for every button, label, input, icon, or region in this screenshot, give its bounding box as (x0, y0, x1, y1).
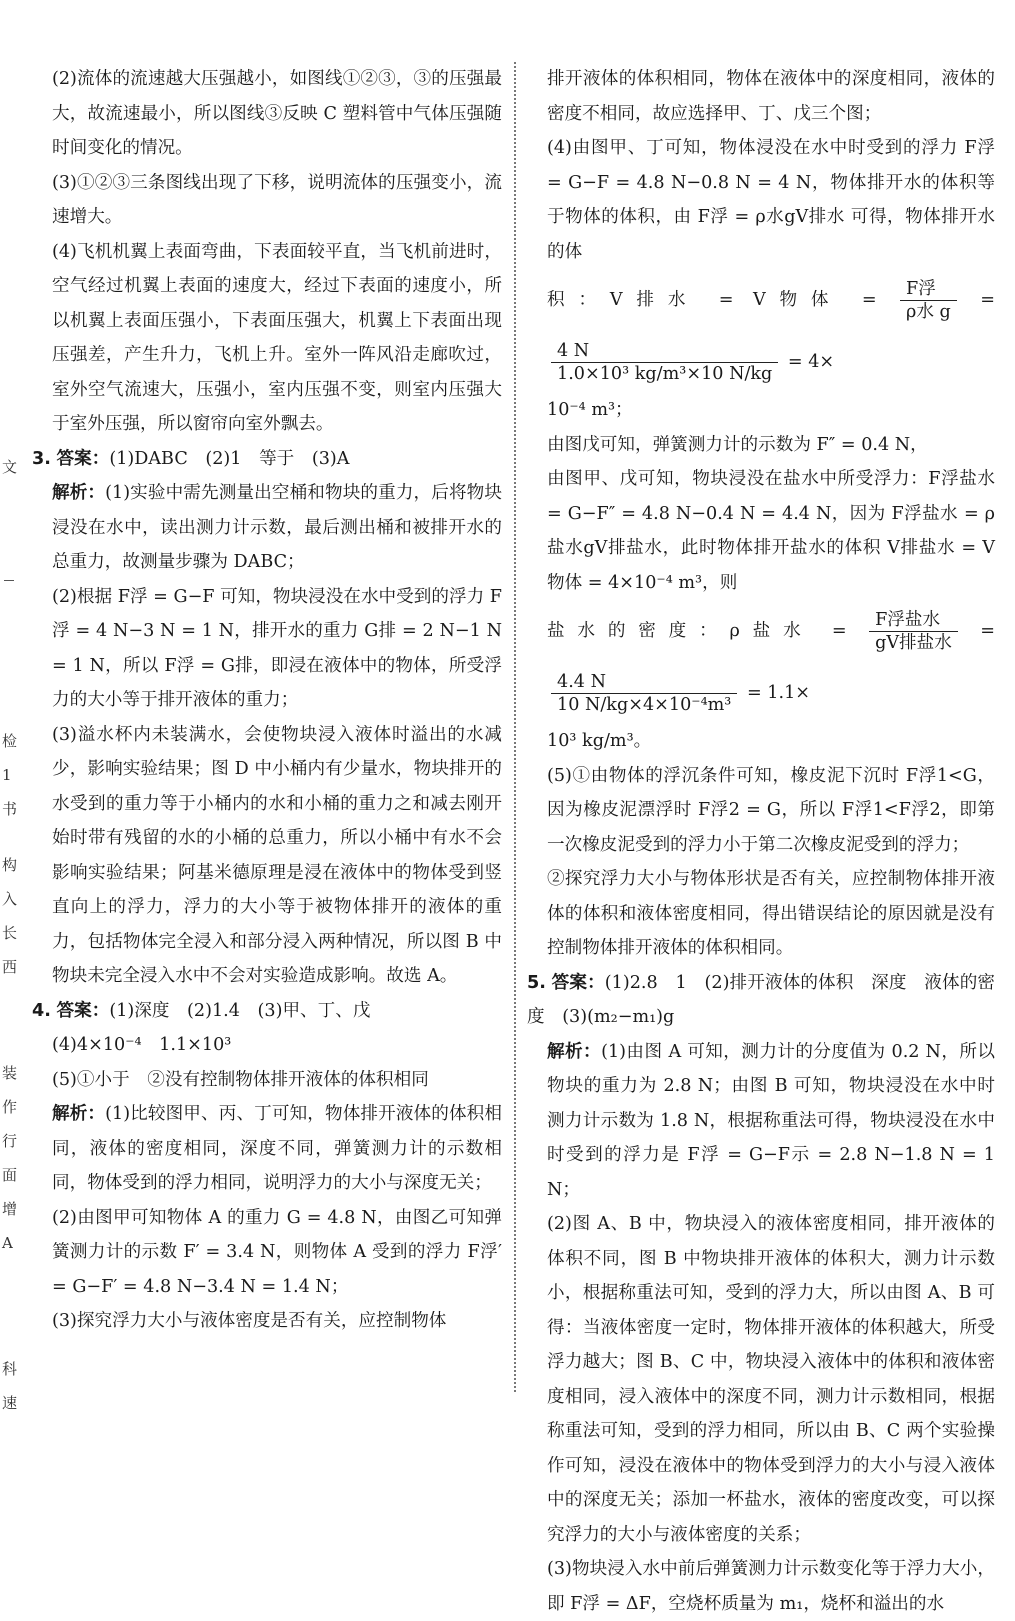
paragraph: (3)①②③三条图线出现了下移，说明流体的压强变小，流速增大。 (52, 172, 502, 227)
formula-continuation: 10³ kg/m³。 (547, 731, 652, 751)
formula-text: = (980, 290, 996, 310)
question-3-answer (32, 442, 502, 477)
numerator: 4.4 N (551, 671, 737, 694)
fraction (900, 278, 957, 323)
denominator: ρ水 g (906, 301, 951, 322)
formula-continuation: 10⁻⁴ m³； (547, 400, 633, 420)
margin-mark: 构 (2, 856, 18, 874)
margin-mark: 1 (2, 766, 12, 784)
margin-mark: A (2, 1234, 13, 1252)
question-4-analysis (32, 1097, 502, 1201)
formula-text: = (980, 621, 996, 641)
paragraph: 由图戊可知，弹簧测力计的示数为 F″ = 0.4 N， (547, 434, 928, 455)
margin-tick (4, 580, 14, 581)
question-number: 3. (32, 448, 51, 469)
answer-text: (4)4×10⁻⁴ 1.1×10³ (52, 1035, 232, 1055)
margin-mark: 科 (2, 1360, 18, 1378)
denominator: gV排盐水 (875, 632, 952, 653)
fraction (869, 609, 958, 654)
denominator: 1.0×10³ kg/m³×10 N/kg (557, 363, 773, 384)
left-column (32, 62, 502, 1339)
question-number: 5. (527, 972, 546, 993)
margin-mark: 行 (2, 1132, 18, 1150)
analysis-label: 解析： (547, 1041, 602, 1062)
formula-text: = 4× (787, 352, 835, 372)
margin-mark: 作 (2, 1098, 18, 1116)
margin-mark: 装 (2, 1064, 18, 1082)
formula-density (527, 600, 995, 724)
margin-mark: 入 (2, 890, 18, 908)
question-5-answer (527, 966, 995, 1035)
question-5-analysis (527, 1035, 995, 1208)
margin-mark: 检 (2, 732, 18, 750)
question-4-answer (32, 994, 502, 1029)
question-number: 4. (32, 1000, 51, 1021)
answer-label: 答案： (56, 1000, 110, 1021)
answer-text: (1)DABC (2)1 等于 (3)A (109, 448, 350, 469)
paragraph: (3)探究浮力大小与液体密度是否有关，应控制物体 (52, 1311, 447, 1331)
paragraph: (4)由图甲、丁可知，物体浸没在水中时受到的浮力 F浮 = G−F = 4.8 N−0.8 N = 4 N，物体排开水的体积等于物体的体积，由 F浮 = ρ水gV排水 可得，物体排开水的体 (547, 138, 995, 262)
analysis-label: 解析： (52, 1104, 106, 1124)
paragraph: (2)根据 F浮 = G−F 可知，物块浸没在水中受到的浮力 F浮 = 4 N−3 N = 1 N，排开水的重力 G排 = 2 N−1 N = 1 N，所以 F浮 = G排，即浸在液体中的物体，所受浮力的大小等于排开液体的重力； (52, 586, 502, 710)
answer-text: (1)2.8 1 (2)排开液体的体积 深度 液体的密度 (3)(m₂−m₁)g (527, 972, 995, 1027)
margin-mark: 长 (2, 924, 18, 942)
analysis-text: (1)比较图甲、丙、丁可知，物体排开液体的体积相同，液体的密度相同，深度不同，弹簧测力计的示数相同，物体受到的浮力相同，说明浮力的大小与深度无关； (52, 1104, 502, 1193)
question-3-analysis (32, 476, 502, 580)
margin-mark: 速 (2, 1394, 18, 1412)
paragraph: 排开液体的体积相同，物体在液体中的深度相同，液体的密度不相同，故应选择甲、丁、戊三个图； (547, 69, 995, 124)
answer-label: 答案： (551, 972, 605, 993)
answer-text: (1)深度 (2)1.4 (3)甲、丁、戊 (109, 1000, 371, 1021)
margin-mark: 西 (2, 958, 18, 976)
margin-mark: 面 (2, 1166, 18, 1184)
numerator: F浮盐水 (869, 609, 958, 632)
formula-text: = 1.1× (746, 683, 811, 703)
paragraph: 由图甲、戊可知，物块浸没在盐水中所受浮力：F浮盐水 = G−F″ = 4.8 N−0.4 N = 4.4 N，因为 F浮盐水 = ρ盐水gV排盐水，此时物体排开盐水的体积 V排盐水 = V物体 = 4×10⁻⁴ m³，则 (547, 469, 995, 593)
paragraph: (2)由图甲可知物体 A 的重力 G = 4.8 N，由图乙可知弹簧测力计的示数 F′ = 3.4 N，则物体 A 受到的浮力 F浮′ = G−F′ = 4.8 N−3.4 N = 1.4 N； (52, 1207, 502, 1297)
right-column (527, 62, 995, 1621)
paragraph: ②探究浮力大小与物体形状是否有关，应控制物体排开液体的体积和液体密度相同，得出错误结论的原因就是没有控制物体排开液体的体积相同。 (547, 869, 995, 958)
paragraph: (2)流体的流速越大压强越小，如图线①②③，③的压强最大，故流速最小，所以图线③反映 C 塑料管中气体压强随时间变化的情况。 (52, 69, 502, 158)
paragraph: (3)溢水杯内未装满水，会使物块浸入液体时溢出的水减少，影响实验结果；图 D 中小桶内有少量水，物块排开的水受到的重力等于小桶内的水和小桶的重力之和减去刚开始时带有残留的水的小桶的总重力，所以小桶中有水不会影响实验结果；阿基米德原理是浸在液体中的物体受到竖直向上的浮力，浮力的大小等于被物体排开的液体的重力，包括物体完全浸入和部分浸入两种情况，所以图 B 中物块未完全浸入水中不会对实验造成影响。故选 A。 (52, 724, 502, 986)
binding-margin (0, 60, 24, 1420)
formula-text: 积：V排水 = V物体 = (547, 290, 877, 310)
formula-text: 盐水的密度：ρ盐水 = (547, 621, 847, 641)
paragraph: (3)物块浸入水中前后弹簧测力计示数变化等于浮力大小，即 F浮 = ΔF，空烧杯质量为 m₁，烧杯和溢出的水 (547, 1559, 995, 1614)
analysis-text: (1)实验中需先测量出空桶和物块的重力，后将物块浸没在水中，读出测力计示数，最后测出桶和被排开水的总重力，故测量步骤为 DABC； (52, 483, 502, 572)
margin-mark: 文 (2, 458, 18, 476)
numerator: 4 N (551, 340, 778, 363)
fraction (551, 340, 778, 385)
margin-mark: 增 (2, 1200, 18, 1218)
analysis-text: (1)由图 A 可知，测力计的分度值为 0.2 N，所以物块的重力为 2.8 N；由图 B 可知，物块浸没在水中时测力计示数为 1.8 N，根据称重法可得，物块浸没在水中时受到的浮力是 F浮 = G−F示 = 2.8 N−1.8 N = 1 N； (547, 1041, 995, 1200)
denominator: 10 N/kg×4×10⁻⁴m³ (557, 694, 732, 715)
column-divider (514, 62, 516, 1392)
analysis-label: 解析： (52, 483, 106, 503)
paragraph: (4)飞机机翼上表面弯曲，下表面较平直，当飞机前进时，空气经过机翼上表面的速度大，经过下表面的速度小，所以机翼上表面压强小，下表面压强大，机翼上下表面出现压强差，产生升力，飞机上升。室外一阵风沿走廊吹过，室外空气流速大，压强小，室内压强不变，则室内压强大于室外压强，所以窗帘向室外飘去。 (52, 241, 502, 434)
paragraph: (2)图 A、B 中，物块浸入的液体密度相同，排开液体的体积不同，图 B 中物块排开液体的体积大，测力计示数小，根据称重法可知，受到的浮力大，所以由图 A、B 可得：当液体密度一定时，物体排开液体的体积越大，所受浮力越大；图 B、C 中，物块浸入液体中的体积和液体密度相同，浸入液体中的深度不同，测力计示数相同，根据称重法可知，受到的浮力相同，所以由 B、C 两个实验操作可知，浸没在液体中的物体受到浮力的大小与浸入液体中的深度无关；添加一杯盐水，液体的密度改变，可以探究浮力的大小与液体密度的关系； (547, 1214, 995, 1545)
formula-volume (527, 269, 995, 393)
answer-label: 答案： (56, 448, 110, 469)
paragraph: (5)①由物体的浮沉条件可知，橡皮泥下沉时 F浮1<G，因为橡皮泥漂浮时 F浮2 = G，所以 F浮1<F浮2，即第一次橡皮泥受到的浮力小于第二次橡皮泥受到的浮力； (547, 765, 995, 855)
margin-mark: 书 (2, 800, 18, 818)
answer-text: (5)①小于 ②没有控制物体排开液体的体积相同 (52, 1069, 429, 1090)
fraction (551, 671, 737, 716)
numerator: F浮 (900, 278, 957, 301)
